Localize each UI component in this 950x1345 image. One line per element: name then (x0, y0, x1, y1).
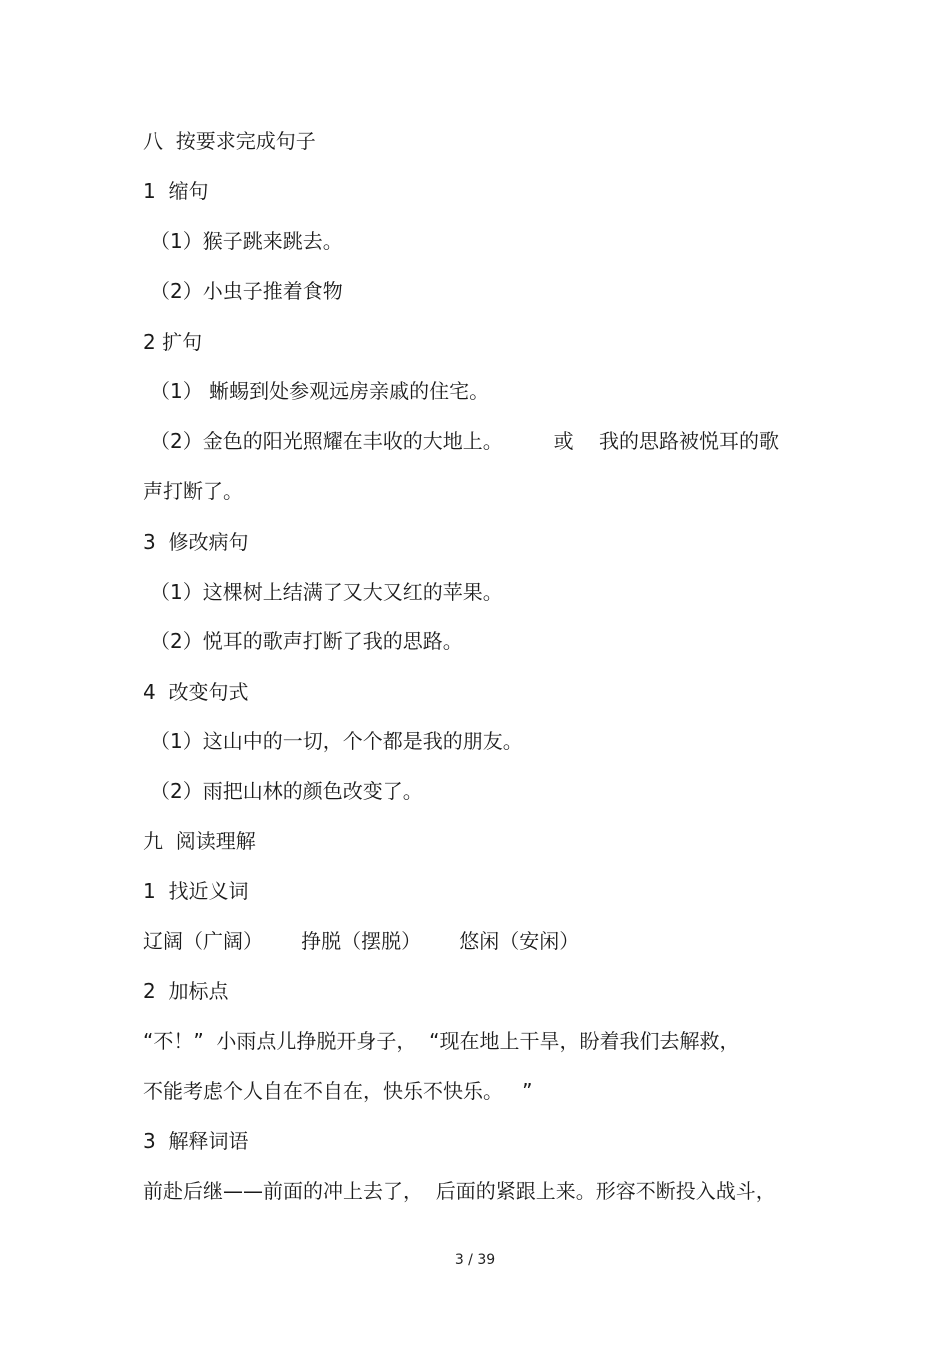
section-heading-8: 八 按要求完成句子 (143, 129, 316, 153)
answer-line-continuation: 声打断了。 (143, 479, 243, 503)
answer-line: （1）这棵树上结满了又大又红的苹果。 (150, 580, 503, 604)
subheading-synonyms: 1 找近义词 (143, 879, 249, 903)
answer-line: （2）雨把山林的颜色改变了。 (150, 779, 423, 803)
subheading-shorten-sentence: 1 缩句 (143, 179, 209, 203)
subheading-expand-sentence: 2 扩句 (143, 330, 203, 354)
subheading-explain-words: 3 解释词语 (143, 1129, 249, 1153)
synonym-pairs: 辽阔（广阔） 挣脱（摆脱） 悠闲（安闲） (143, 929, 580, 953)
subheading-change-sentence: 4 改变句式 (143, 680, 249, 704)
answer-line: （1） 蜥蜴到处参观远房亲戚的住宅。 (150, 379, 490, 403)
subheading-fix-sentence: 3 修改病句 (143, 530, 249, 554)
page-number: 3 / 39 (454, 1252, 496, 1268)
answer-line: （1）猴子跳来跳去。 (150, 229, 343, 253)
subheading-punctuation: 2 加标点 (143, 979, 229, 1003)
answer-line: （2）小虫子推着食物 (150, 279, 343, 303)
section-heading-9: 九 阅读理解 (143, 829, 256, 853)
answer-line: “不！” 小雨点儿挣脱开身子， “现在地上干旱，盼着我们去解救， (143, 1029, 740, 1053)
answer-line: （1）这山中的一切，个个都是我的朋友。 (150, 729, 523, 753)
answer-line-continuation: 不能考虑个人自在不自在，快乐不快乐。 ” (143, 1079, 533, 1103)
answer-line: （2）悦耳的歌声打断了我的思路。 (150, 629, 463, 653)
answer-line: 前赴后继——前面的冲上去了， 后面的紧跟上来。形容不断投入战斗， (143, 1179, 776, 1203)
answer-line: （2）金色的阳光照耀在丰收的大地上。 或 我的思路被悦耳的歌 (150, 429, 780, 453)
